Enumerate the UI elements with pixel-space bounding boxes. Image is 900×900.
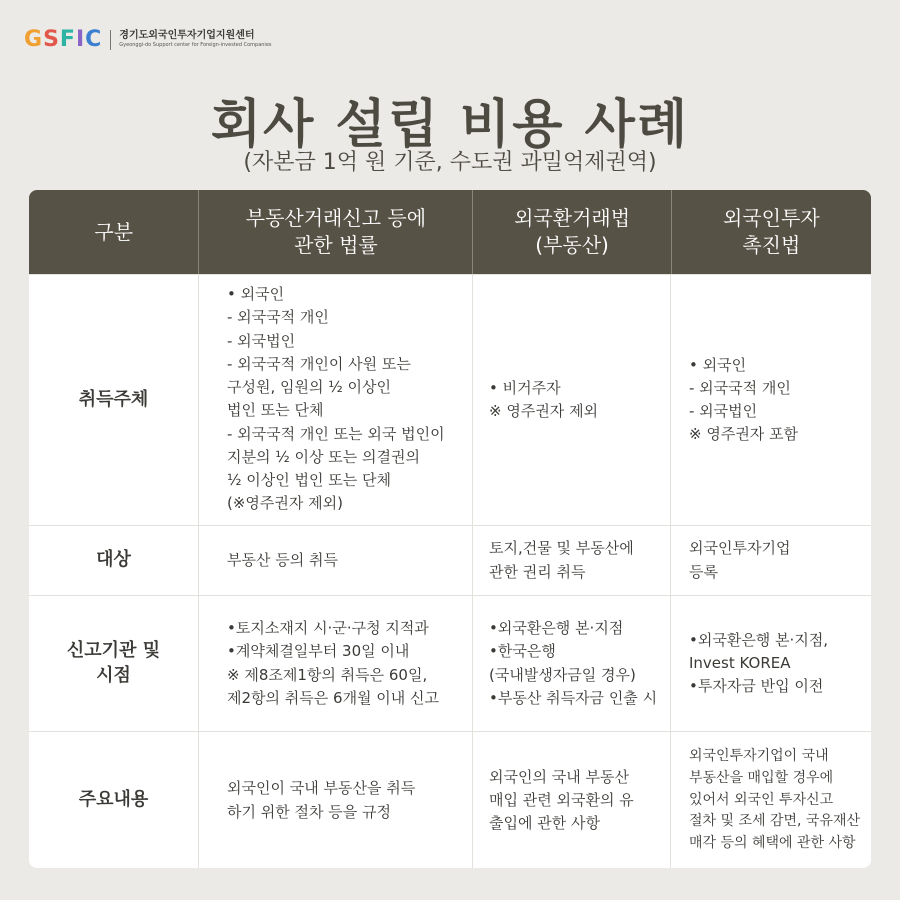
logo-mark [24,27,102,52]
row-label: 취득주체 [29,275,199,525]
logo-letter: I [75,27,86,52]
row-label: 대상 [29,526,199,595]
table-row [29,525,871,595]
table-cell: • 외국인 - 외국국적 개인 - 외국법인 - 외국국적 개인이 사원 또는 구성원, 임원의 ½ 이상인 법인 또는 단체 - 외국국적 개인 또는 외국 법인이 지분의 ½ 이상 또는 의결권의 ½ 이상인 법인 또는 단체 (※영주권자 제외) [199,275,473,525]
table-cell: • 비거주자 ※ 영주권자 제외 [473,275,671,525]
table-row [29,274,871,525]
table-cell: 토지,건물 및 부동산에 관한 권리 취득 [473,526,671,595]
logo-letter: S [43,27,60,52]
table-cell: 부동산 등의 취득 [199,526,473,595]
header-foreign-exchange-act: 외국환거래법 (부동산) [473,190,671,274]
logo-divider [110,30,111,50]
table-row [29,731,871,868]
page-title: 회사 설립 비용 사례 [210,95,690,155]
table-header [29,190,871,274]
comparison-table [29,190,871,868]
page-subtitle: (자본금 1억 원 기준, 수도권 과밀억제권역) [243,150,657,175]
header-real-estate-act: 부동산거래신고 등에 관한 법률 [199,190,473,274]
table-cell: • 외국인 - 외국국적 개인 - 외국법인 ※ 영주권자 포함 [689,355,799,444]
table-cell: 외국인투자기업 등록 [689,539,791,581]
logo-english-name: Gyeonggi-do Support center for Foreign-invested Companies [119,42,272,48]
logo-letter: F [59,27,76,52]
logo-letter: G [24,27,44,52]
table-cell: •외국환은행 본·지점, Invest KOREA •투자자금 반입 이전 [689,630,829,696]
table-cell: 외국인의 국내 부동산 매입 관련 외국환의 유 출입에 관한 사항 [473,732,671,868]
table-cell: 외국인투자기업이 국내 부동산을 매입할 경우에 있어서 외국인 투자신고 절차 및 조세 감면, 국유재산 매각 등의 혜택에 관한 사항 [689,748,861,852]
header-foreign-investment-act: 외국인투자 촉진법 [723,206,820,257]
row-label: 신고기관 및 시점 [29,596,199,731]
row-label: 주요내용 [29,732,199,868]
table-row [29,595,871,731]
table-cell: •외국환은행 본·지점 •한국은행 (국내발생자금일 경우) •부동산 취득자금 인출 시 [473,596,671,731]
table-cell: 외국인이 국내 부동산을 취득 하기 위한 절차 등을 규정 [199,732,473,868]
logo-text [119,31,271,48]
table-cell: •토지소재지 시·군·구청 지적과 •계약체결일부터 30일 이내 ※ 제8조제1항의 취득은 60일, 제2항의 취득은 6개월 이내 신고 [199,596,473,731]
logo [24,27,272,52]
logo-korean-name: 경기도외국인투자기업지원센터 [119,30,255,41]
header-category: 구분 [29,190,199,274]
logo-letter: C [85,27,103,52]
